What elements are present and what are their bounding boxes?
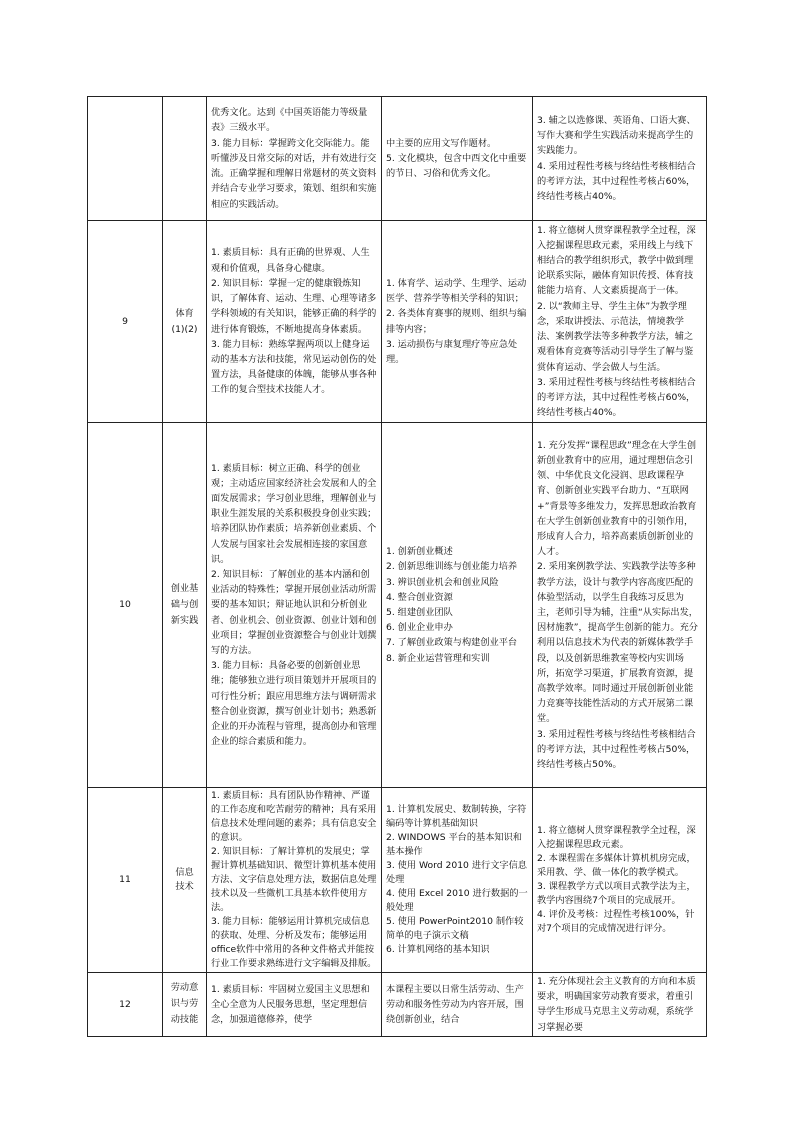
course-name-line: (1)(2) (171, 323, 198, 335)
table-row (88, 221, 707, 423)
objective-item: 2. 知识目标：掌握一定的健康锻炼知识，了解体育、运动、生理、心理等诸多学科领域的有关知识，能够正确的科学的进行体育锻炼，不断地提高身体素质。 (211, 277, 377, 335)
requirements-cell (533, 973, 707, 1037)
curriculum-table (87, 96, 707, 1037)
requirement-item: 2. 采用案例教学法、实践教学法等多种教学方法，设计与教学内容高度匹配的体验型活动，以学生自我练习反思为主，老师引导为辅，注重“从实际出发，因材施教”，提高学生创新的能力。充分利用以信息技术为代表的新媒体教学手段，以及创新思维教室等校内实训场所，拓宽学习渠道，扩展教育资源，提高教学效率。同时通过开展创新创业能力竞赛等技能性活动的方式开展第二课堂。 (537, 561, 698, 725)
course-number-cell: 12 (88, 973, 163, 1037)
course-name-line: 础与创 (170, 599, 199, 610)
requirements-cell (533, 97, 707, 221)
objective-item: 优秀文化。达到《中国英语能力等级量表》三级水平。 (211, 107, 368, 134)
requirement-item: 1. 将立德树人贯穿课程教学全过程，深入挖掘课程思政元素。 (537, 825, 696, 850)
requirements-cell (533, 423, 707, 788)
objective-item: 3. 能力目标：掌握跨文化交际能力。能听懂涉及日常交际的对话，并有效进行交流。正确掌握和理解日常题材的英文资料并结合专业学习要求，策划、组织和实施相应的实践活动。 (211, 137, 377, 210)
table-row (88, 788, 707, 973)
requirement-item: 3. 采用过程性考核与终结性考核相结合的考评方法，其中过程性考核占50%，终结性考核占50%。 (537, 728, 696, 771)
course-number-cell: 10 (88, 423, 163, 788)
content-item: 6. 计算机网络的基本知识 (386, 944, 490, 955)
objectives-cell (207, 97, 382, 221)
content-item: 1. 创新创业概述 (386, 546, 453, 558)
content-item: 5. 组建创业团队 (386, 607, 453, 618)
objectives-cell (207, 221, 382, 423)
content-cell (382, 97, 533, 221)
objective-item: 3. 能力目标：熟练掌握两项以上健身运动的基本方法和技能，常见运动创伤的处置方法，具备健康的体魄，能够从事各种工作的复合型技术技能人才。 (211, 338, 377, 396)
requirement-item: 2. 以“教师主导、学生主体”为教学理念，采取讲授法、示范法，情境教学法、案例教学法等多种教学方法，辅之观看体育竞赛等活动引导学生了解与鉴赏体育运动、学会做人与生活。 (537, 300, 694, 373)
objective-item: 2. 知识目标：了解创业的基本内涵和创业活动的特殊性；掌握开展创业活动所需要的基本知识；辩证地认识和分析创业者、创业机会、创业资源、创业计划和创业项目；掌握创业资源整合与创业计划撰写的方法。 (211, 568, 377, 656)
course-number-cell: 9 (88, 221, 163, 423)
curriculum-table-body (88, 97, 707, 1037)
requirements-cell (533, 221, 707, 423)
objective-item: 1. 素质目标：树立正确、科学的创业观；主动适应国家经济社会发展和人的全面发展需求；学习创业思维，理解创业与职业生涯发展的关系积极投身创业实践；培养团队协作素质；培养新创业素质、个人发展与国家社会发展相连接的家国意识。 (211, 462, 377, 565)
content-item: 3. 使用 Word 2010 进行文字信息处理 (386, 860, 527, 885)
table-row (88, 973, 707, 1037)
requirement-item: 1. 将立德树人贯穿课程教学全过程，深入挖掘课程思政元素，采用线上与线下相结合的教学组织形式，教学中做到理论联系实际，融体育知识传授、体育技能能力培育、人文素质提高于一体。 (537, 224, 696, 297)
content-item: 1. 计算机发展史、数制转换，字符编码等计算机基础知识 (386, 804, 527, 829)
course-name-line: 新实践 (170, 615, 199, 626)
content-item: 4. 使用 Excel 2010 进行数据的一般处理 (386, 888, 528, 913)
content-item: 1. 体育学、运动学、生理学、运动医学、营养学等相关学科的知识； (386, 277, 527, 305)
objective-item: 3. 能力目标：具备必要的创新创业思维；能够独立进行项目策划并开展项目的可行性分析；跟应用思维方法与调研需求整合创业资源，撰写创业计划书；熟悉新企业的开办流程与管理，提高创办和管理企业的综合素质和能力。 (211, 660, 377, 748)
objective-item: 1. 素质目标：具有团队协作精神、严谨的工作态度和吃苦耐劳的精神；具有采用信息技术处理问题的素养；具有信息安全的意识。 (211, 790, 377, 843)
course-name-line: 识与劳 (170, 998, 199, 1010)
requirement-item: 3. 课程教学方式以项目式教学法为主，教学内容围绕7个项目的完成展开。 (537, 881, 696, 906)
course-number-cell (88, 97, 163, 221)
course-name-line: 创业基 (170, 583, 199, 594)
content-item: 3. 运动损伤与康复理疗等应急处理。 (386, 338, 518, 365)
curriculum-table-page (87, 96, 706, 1037)
course-name-cell (163, 423, 207, 788)
requirement-item: 2. 本课程需在多媒体计算机机房完成，采用教、学、做一体化的教学模式。 (537, 853, 696, 878)
content-item: 7. 了解创业政策与构建创业平台 (386, 637, 518, 649)
requirement-item: 1. 充分发挥“课程思政”理念在大学生创新创业教育中的应用，通过理想信念引领、中华优良文化浸润、思政课程孕育、创新创业实践平台助力、“互联网+”背景等多维发力，发挥思想政治教育在大学生创新创业教育中的引领作用，形成育人合力，培养高素质创新创业的人才。 (537, 439, 697, 558)
content-cell (382, 788, 533, 973)
objectives-cell (207, 423, 382, 788)
requirement-item: 1. 充分体现社会主义教育的方向和本质要求，明确国家劳动教育要求，着重引导学生形成马克思主义劳动观，系统学习掌握必要 (537, 976, 696, 1033)
course-name-line: 信息 (175, 867, 194, 878)
content-cell (382, 221, 533, 423)
objective-item: 2. 知识目标：了解计算机的发展史；掌握计算机基础知识、微型计算机基本使用方法、文字信息处理方法，数据信息处理技术以及一些微机工具基本软件使用方法。 (211, 846, 377, 913)
course-name-line: 技术 (175, 881, 194, 892)
content-cell (382, 423, 533, 788)
content-item: 5. 文化模块，包含中西文化中重要的节日、习俗和优秀文化。 (386, 152, 527, 180)
course-name-cell (163, 973, 207, 1037)
content-item: 8. 新企业运营管理和实训 (386, 652, 490, 664)
course-number-cell: 11 (88, 788, 163, 973)
table-row (88, 97, 707, 221)
objective-item: 1. 素质目标：具有正确的世界观、人生观和价值观，具备身心健康。 (211, 247, 370, 274)
table-row (88, 423, 707, 788)
objective-item: 1. 素质目标：牢固树立爱国主义思想和全心全意为人民服务思想，坚定理想信念，加强道德修养，使学 (211, 983, 370, 1025)
content-item: 5. 使用 PowerPoint2010 制作较简单的电子演示文稿 (386, 916, 524, 941)
objective-item: 3. 能力目标：能够运用计算机完成信息的获取、处理、分析及发布；能够运用office软件中常用的各种文件格式并能按行业工作要求熟练进行文字编辑及排版。 (211, 916, 377, 969)
requirement-item: 4. 采用过程性考核与终结性考核相结合的考评方法，其中过程性考核占60%，终结性考核占40%。 (537, 160, 696, 202)
course-name-cell (163, 97, 207, 221)
course-name-line: 劳动意 (170, 982, 199, 994)
course-name-line: 动技能 (170, 1014, 199, 1026)
content-item: 4. 整合创业资源 (386, 591, 453, 603)
requirement-item: 3. 辅之以选修课、英语角、口语大赛、写作大赛和学生实践活动来提高学生的实践能力。 (537, 114, 696, 157)
course-name-cell (163, 221, 207, 423)
content-item: 2. 创新思维训练与创业能力培养 (386, 561, 518, 573)
content-item: 2. 各类体育赛事的规则、组织与编排等内容； (386, 308, 527, 335)
content-item: 中主要的应用文写作题材。 (386, 137, 497, 149)
objectives-cell (207, 788, 382, 973)
content-item: 本课程主要以日常生活劳动、生产劳动和服务性劳动为内容开展，围绕创新创业，结合 (386, 983, 524, 1025)
content-item: 6. 创业企业申办 (386, 622, 453, 634)
course-name-line: 体育 (175, 307, 194, 319)
objectives-cell (207, 973, 382, 1037)
requirement-item: 3. 采用过程性考核与终结性考核相结合的考评方法，其中过程性考核占60%，终结性考核占40%。 (537, 376, 696, 419)
requirements-cell (533, 788, 707, 973)
requirement-item: 4. 评价及考核：过程性考核100%，针对7个项目的完成情况进行评分。 (537, 909, 695, 934)
course-name-cell (163, 788, 207, 973)
content-cell (382, 973, 533, 1037)
content-item: 2. WINDOWS 平台的基本知识和基本操作 (386, 832, 522, 857)
content-item: 3. 辨识创业机会和创业风险 (386, 576, 499, 588)
